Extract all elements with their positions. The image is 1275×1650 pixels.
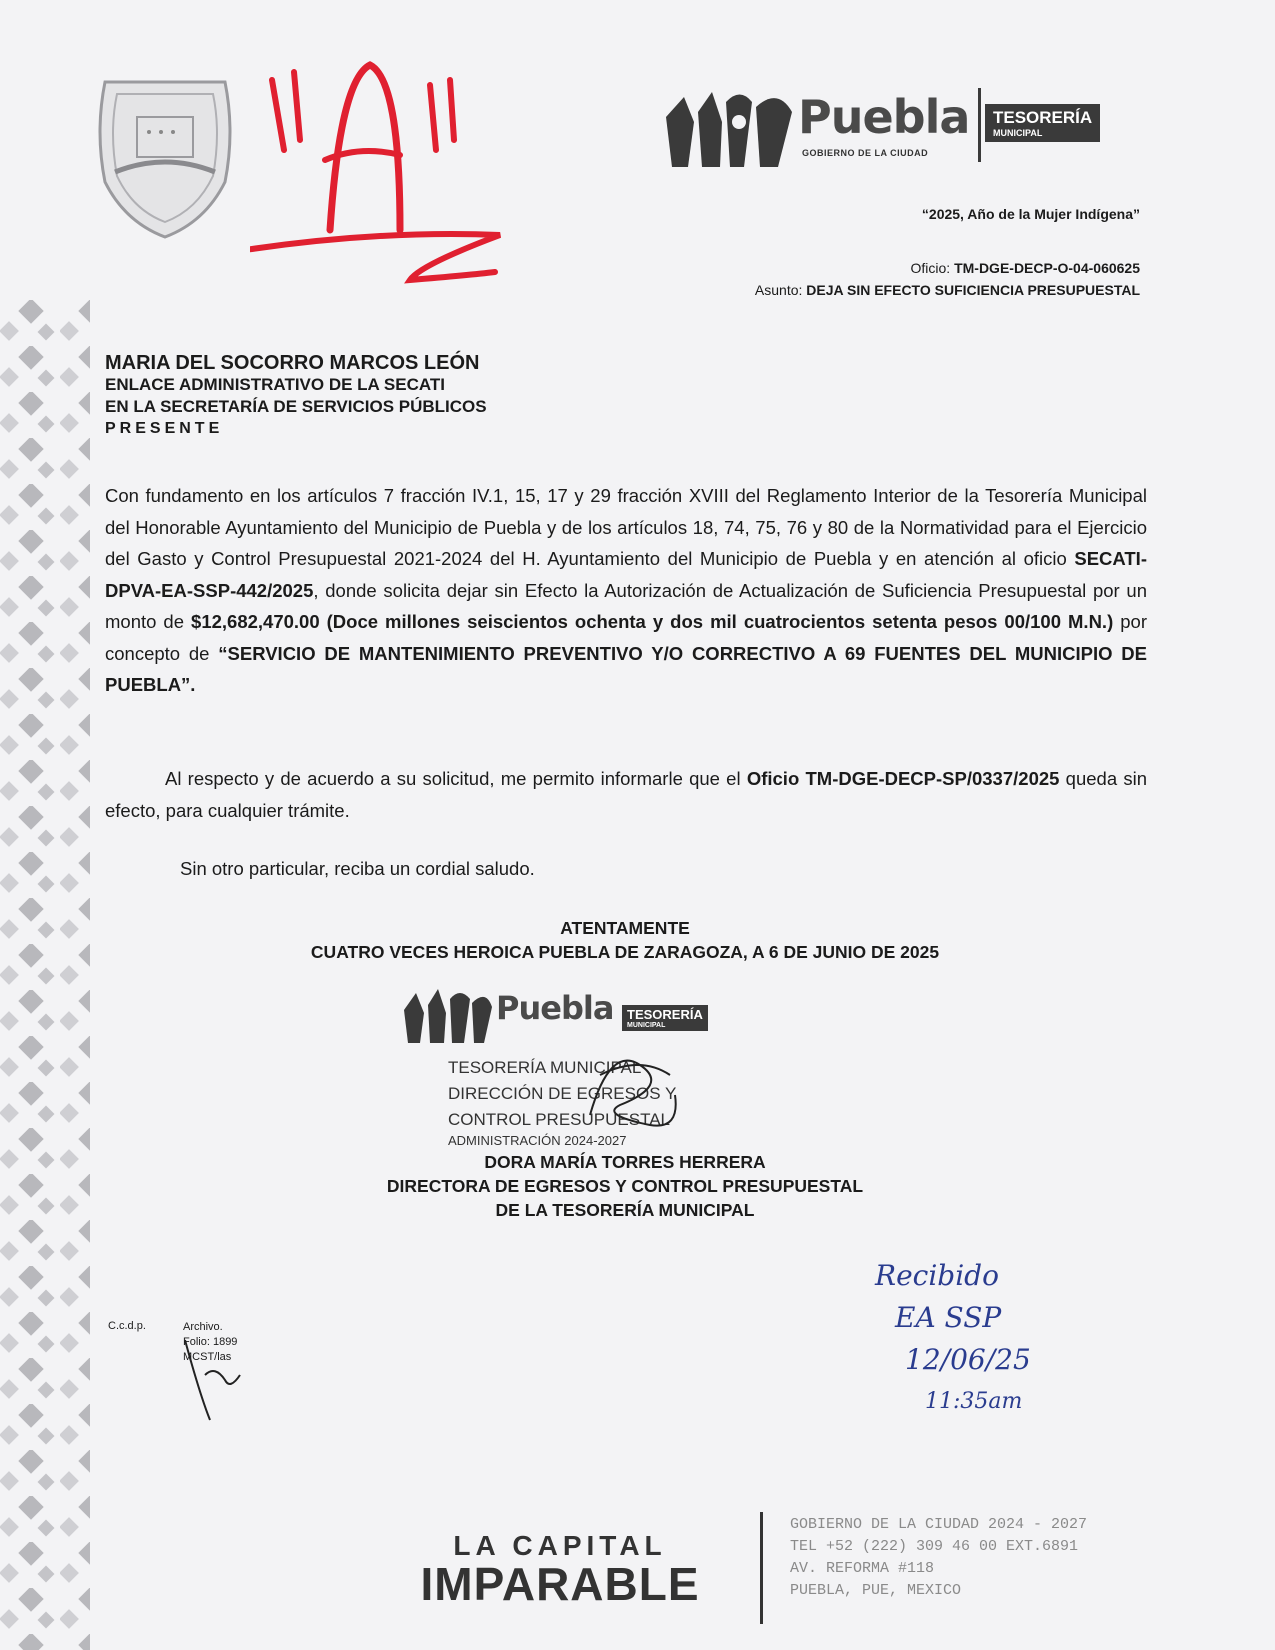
signer-block [100, 1150, 1150, 1222]
stamp-line-3: CONTROL PRESUPUESTAL [448, 1110, 670, 1129]
footer-address-1: GOBIERNO DE LA CIUDAD 2024 - 2027 [790, 1516, 1088, 1533]
red-handwritten-letter-a [250, 40, 540, 300]
addressee-presente: PRESENTE [105, 420, 224, 437]
asunto-line [755, 282, 1140, 298]
stamp-emblem-icon [400, 985, 495, 1045]
p2-oficio-ref: Oficio TM-DGE-DECP-SP/0337/2025 [746, 768, 1060, 789]
addressee-position: ENLACE ADMINISTRATIVO DE LA SECATI [105, 375, 445, 394]
municipal-seal-icon [85, 72, 245, 242]
header-logo [660, 76, 1130, 176]
official-stamp [400, 985, 730, 1160]
slogan-line-2: IMPARABLE [420, 1558, 700, 1610]
received-line-2: EA SSP [895, 1301, 1002, 1334]
addressee-name: MARIA DEL SOCORRO MARCOS LEÓN [105, 352, 480, 374]
stamp-dept-sub: MUNICIPAL [627, 1022, 666, 1029]
p2-text-a: Al respecto y de acuerdo a su solicitud, me permito informarle que el [165, 768, 747, 789]
footer-address-2: TEL +52 (222) 309 46 00 EXT.6891 [790, 1538, 1079, 1555]
stamp-dept: TESORERÍA [627, 1007, 703, 1022]
body-paragraph-3: Sin otro particular, reciba un cordial saludo. [180, 858, 535, 879]
p1-amount: $12,682,470.00 (Doce millones seiscientos ochenta y dos mil cuatrocientos setenta pesos 00/100 M.N.) [191, 611, 1114, 632]
addressee-office: EN LA SECRETARÍA DE SERVICIOS PÚBLICOS [105, 397, 487, 416]
logo-dept: TESORERÍA [993, 108, 1093, 127]
ccdp-label: C.c.d.p. [108, 1320, 146, 1332]
logo-dept-box [985, 104, 1100, 142]
closing-atentamente: ATENTAMENTE [560, 918, 690, 938]
p1-text-b: , donde solicita dejar sin Efecto la Autorización de Actualización de Suficiencia Presupuestal por un monto de [105, 579, 1147, 632]
signature-scribble [580, 1035, 690, 1145]
puebla-emblem-icon [660, 82, 800, 172]
p1-oficio-ref: SECATI-DPVA-EA-SSP-442/2025 [105, 548, 1147, 601]
body-paragraph-1 [105, 480, 1147, 701]
p2-text-b: queda sin efecto, para cualquier trámite. [105, 768, 1147, 821]
handwritten-received-note [875, 1255, 1085, 1435]
asunto-value: DEJA SIN EFECTO SUFICIENCIA PRESUPUESTAL [806, 282, 1140, 298]
body-paragraph-2 [105, 763, 1147, 826]
footer-address [790, 1514, 1087, 1602]
stamp-city: Puebla [496, 989, 614, 1027]
signer-title-1: DIRECTORA DE EGRESOS Y CONTROL PRESUPUESTAL [386, 1176, 864, 1196]
signer-name: DORA MARÍA TORRES HERRERA [484, 1152, 766, 1172]
received-line-1: Recibido [875, 1259, 999, 1292]
footer-address-4: PUEBLA, PUE, MEXICO [790, 1582, 962, 1599]
p1-text-a: Con fundamento en los artículos 7 fracción IV.1, 15, 17 y 29 fracción XVIII del Reglamento Interior de la Tesorería Municipal del Honorable Ayuntamiento del Municipio de Puebla y de los artículos 18, 74, 75, 76 y 80 de la Normatividad para el Ejercicio del Gasto y Control Presupuestal 2021-2024 del H. Ayuntamiento del Municipio de Puebla y en atención al oficio [105, 485, 1147, 569]
ccdp-archivo: Archivo. [183, 1321, 223, 1333]
oficio-label: Oficio: [910, 260, 951, 276]
footer-address-3: AV. REFORMA #118 [790, 1560, 935, 1577]
asunto-label: Asunto: [754, 282, 803, 298]
stamp-line-4: ADMINISTRACIÓN 2024-2027 [448, 1133, 627, 1148]
stamp-dept-box [622, 1005, 708, 1031]
oficio-value: TM-DGE-DECP-O-04-060625 [954, 260, 1140, 276]
year-motto: “2025, Año de la Mujer Indígena” [921, 206, 1140, 222]
ccdp-folio: Folio: 1899 [183, 1336, 238, 1348]
addressee-block [105, 352, 487, 440]
closing-place-date: CUATRO VECES HEROICA PUEBLA DE ZARAGOZA, A 6 DE JUNIO DE 2025 [310, 942, 940, 962]
slogan-line-1: LA CAPITAL [453, 1530, 667, 1561]
oficio-line [910, 260, 1140, 276]
logo-subtitle: GOBIERNO DE LA CIUDAD [802, 148, 929, 158]
p1-text-c: por concepto de [105, 611, 1147, 664]
decorative-side-pattern [0, 300, 90, 1650]
stamp-line-2: DIRECCIÓN DE EGRESOS Y [448, 1084, 677, 1103]
footer-divider [760, 1512, 763, 1624]
received-line-3: 12/06/25 [905, 1343, 1031, 1376]
logo-divider [978, 88, 981, 162]
logo-city-name: Puebla [798, 90, 970, 144]
signer-title-2: DE LA TESORERÍA MUNICIPAL [495, 1200, 755, 1220]
capital-slogan-logo [410, 1530, 710, 1610]
ccdp-initials: MCST/las [183, 1351, 232, 1363]
received-line-4: 11:35am [925, 1389, 1023, 1414]
stamp-line-1: TESORERÍA MUNICIPAL [448, 1058, 642, 1077]
logo-dept-sub: MUNICIPAL [993, 128, 1043, 138]
p1-concept: “SERVICIO DE MANTENIMIENTO PREVENTIVO Y/O CORRECTIVO A 69 FUENTES DEL MUNICIPIO DE PUEBLA”. [105, 642, 1147, 695]
initials-scribble [180, 1335, 250, 1425]
